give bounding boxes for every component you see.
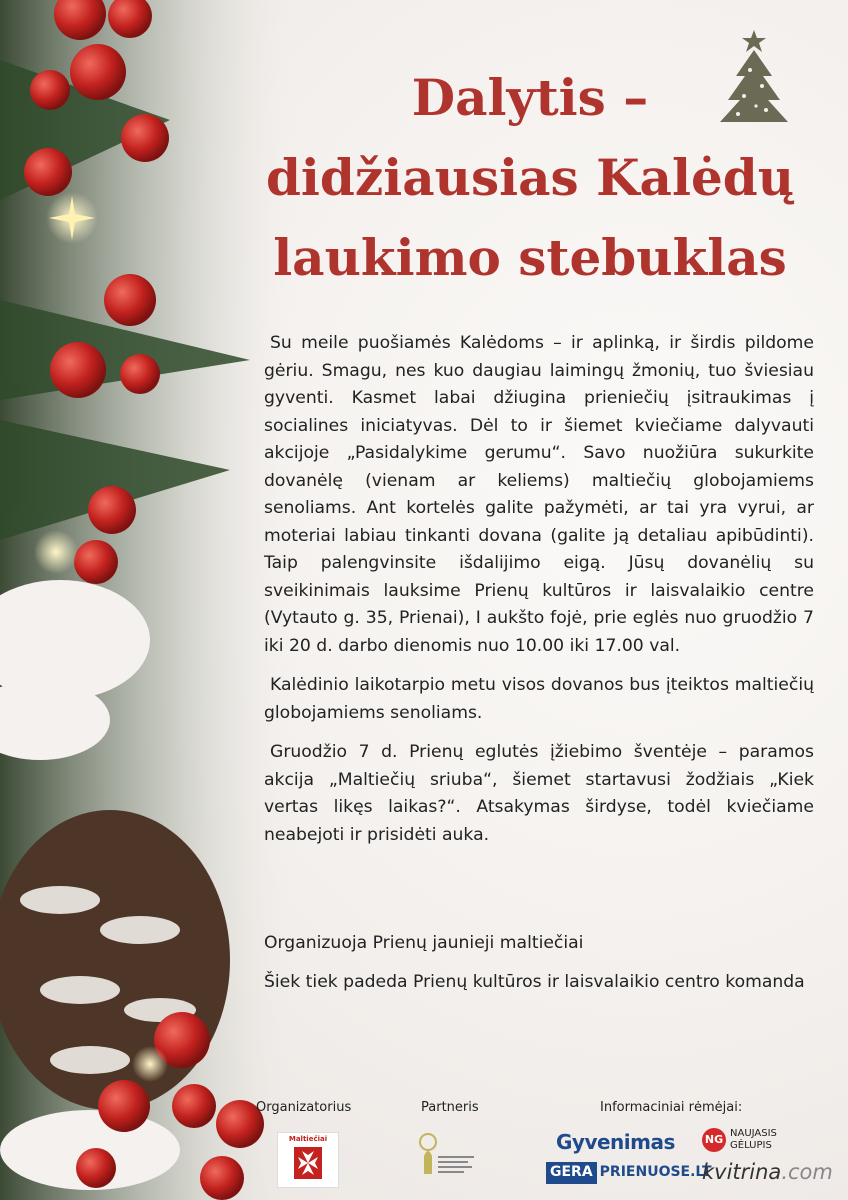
organizer-label: Organizatorius <box>256 1100 352 1115</box>
naujasis-gelupis-badge[interactable]: NG <box>702 1128 726 1152</box>
media-sponsors-label: Informaciniai rėmėjai: <box>600 1100 743 1115</box>
organizers-block <box>264 930 814 1007</box>
body-text <box>264 330 814 861</box>
maltieciai-logo[interactable] <box>277 1132 339 1188</box>
organizers-line-1: Organizuoja Prienų jaunieji maltiečiai <box>264 933 584 953</box>
paragraph-1: Su meile puošiamės Kalėdoms – ir aplinką, ir širdis pildome gėriu. Smagu, nes kuo daugiau laimingų žmonių, tuo šviesiau gyventi. Kasmet labai džiugina prieniečių įsitraukimas į socialines iniciatyvas. Dėl to ir šiemet kviečiame dalyvauti akcijoje „Pasidalykime gerumu“. Savo nuožiūra sukurkite dovanėlę (vienam ar keliems) maltiečių globojamiems senoliams. Ant kortelės galite pažymėti, ar tai yra vyrui, ar moteriai labiau tinkanti dovana (galite ją detaliau apibūdinti). Taip palengvinsite išdalijimo eigą. Jūsų dovanėlių su sveikinimais lauksime Prienų kultūros ir laisvalaikio centre (Vytauto g. 35, Prienai), I aukšto fojė, prie eglės nuo gruodžio 7 iki 20 d. darbo dienomis nuo 10.00 iki 17.00 val. <box>264 333 814 656</box>
maltieciai-logo-text: Maltiečiai <box>288 1135 328 1143</box>
paragraph-2: Kalėdinio laikotarpio metu visos dovanos bus įteiktos maltiečių globojamiems senoliams. <box>264 675 814 723</box>
maltese-cross-icon <box>278 1143 338 1183</box>
prienuose-logo-part: PRIENUOSE.LT <box>599 1164 712 1180</box>
kvitrina-logo[interactable] <box>702 1160 833 1184</box>
naujasis-gelupis-text <box>730 1128 777 1152</box>
paragraph-3: Gruodžio 7 d. Prienų eglutės įžiebimo šventėje – paramos akcija „Maltiečių sriuba“, šiemet startavusi žodžiais „Kiek vertas likęs laikas?“. Atsakymas širdyse, todėl kviečiame neabejoti ir prisidėti auka. <box>264 742 814 845</box>
page-title <box>230 58 830 298</box>
gera-logo-part: GERA <box>546 1162 597 1184</box>
kvitrina-name: kvitrina <box>702 1160 782 1184</box>
ng-line-2: GĖLUPIS <box>730 1140 772 1151</box>
title-line-3: laukimo stebuklas <box>273 228 787 287</box>
ng-line-1: NAUJASIS <box>730 1128 777 1139</box>
title-line-1: Dalytis – <box>411 68 649 127</box>
prienu-kulturos-centras-logo[interactable] <box>412 1124 482 1188</box>
gyvenimas-logo[interactable]: Gyvenimas <box>556 1130 675 1154</box>
partner-label: Partneris <box>421 1100 479 1115</box>
title-line-2: didžiausias Kalėdų <box>265 148 795 207</box>
gera-prienuose-logo[interactable] <box>546 1162 715 1184</box>
organizers-line-2: Šiek tiek padeda Prienų kultūros ir laisvalaikio centro komanda <box>264 971 805 992</box>
kvitrina-domain: .com <box>781 1160 833 1184</box>
